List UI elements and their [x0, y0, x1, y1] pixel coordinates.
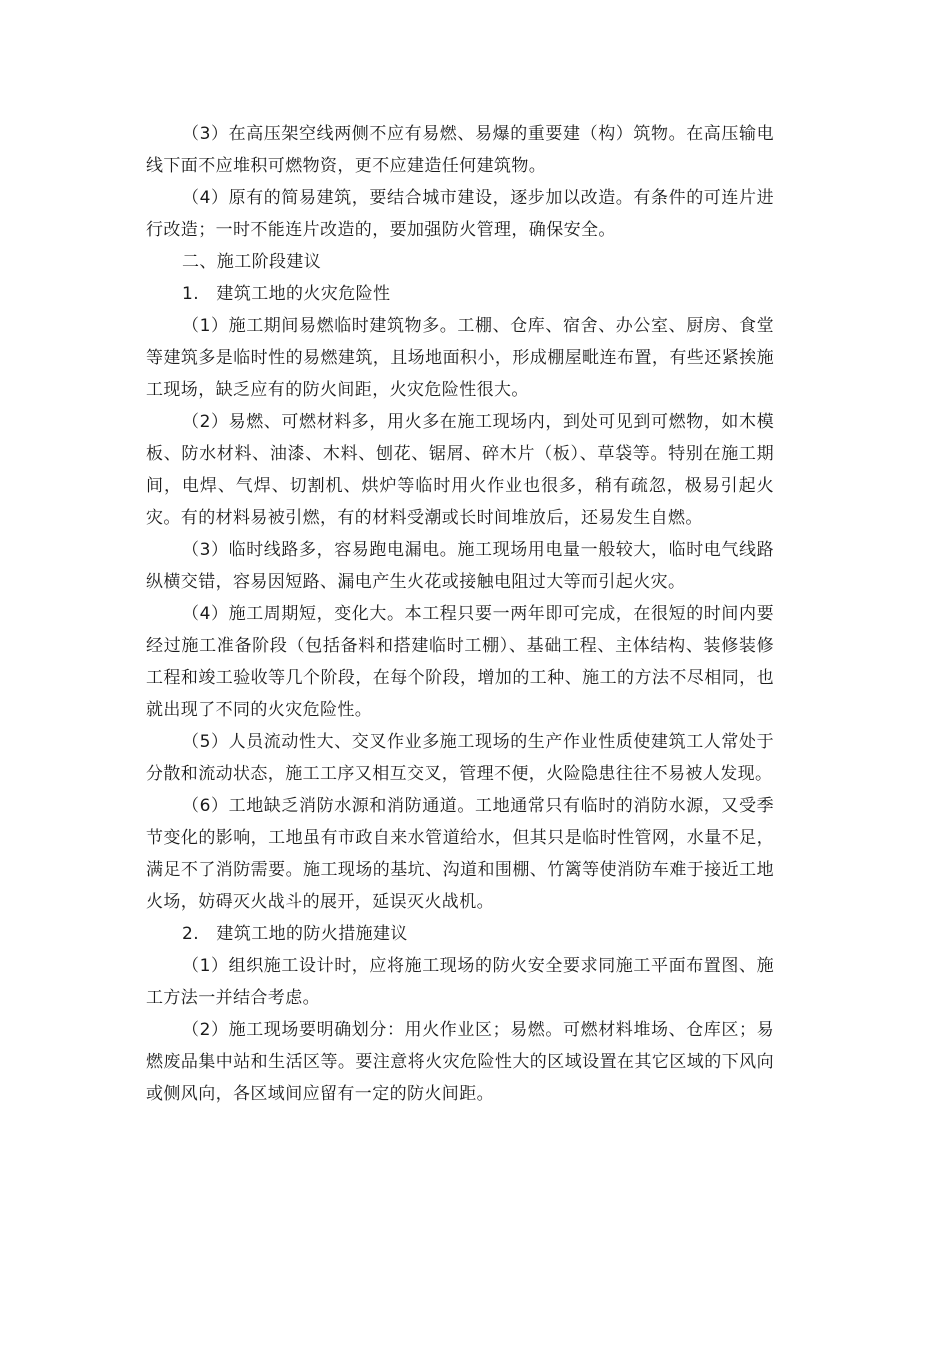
subsection-heading-fire-hazard: 1. 建筑工地的火灾危险性 [182, 284, 391, 304]
paragraph-water-source: （6）工地缺乏消防水源和消防通道。工地通常只有临时的消防水源，又受季节变化的影响，工地虽有市政自来水管道给水，但其只是临时性管网，水量不足，满足不了消防需要。施工现场的基坑、沟道和围棚、竹篱等使消防车难于接近工地火场，妨碍灭火战斗的展开，延误灭火战机。 [146, 796, 774, 912]
paragraph-zone-division: （2）施工现场要明确划分：用火作业区；易燃。可燃材料堆场、仓库区；易燃废品集中站和生活区等。要注意将火灾危险性大的区域设置在其它区域的下风向或侧风向，各区域间应留有一定的防火间距。 [146, 1020, 774, 1104]
paragraph-personnel-mobility: （5）人员流动性大、交叉作业多施工现场的生产作业性质使建筑工人常处于分散和流动状态，施工工序又相互交叉，管理不便，火险隐患往往不易被人发现。 [146, 732, 774, 784]
subsection-heading-fire-prevention: 2. 建筑工地的防火措施建议 [182, 924, 408, 944]
paragraph-short-cycle: （4）施工周期短，变化大。本工程只要一两年即可完成，在很短的时间内要经过施工准备阶段（包括备料和搭建临时工棚）、基础工程、主体结构、装修装修工程和竣工验收等几个阶段，在每个阶段，增加的工种、施工的方法不尽相同，也就出现了不同的火灾危险性。 [146, 604, 774, 720]
paragraph-simple-buildings: （4）原有的简易建筑，要结合城市建设，逐步加以改造。有条件的可连片进行改造；一时不能连片改造的，要加强防火管理，确保安全。 [146, 188, 774, 240]
paragraph-construction-design: （1）组织施工设计时，应将施工现场的防火安全要求同施工平面布置图、施工方法一并结合考虑。 [146, 956, 774, 1008]
section-heading-construction-stage: 二、施工阶段建议 [182, 252, 322, 272]
document-body [146, 118, 774, 1110]
paragraph-flammable-materials: （2）易燃、可燃材料多，用火多在施工现场内，到处可见到可燃物，如木模板、防水材料、油漆、木料、刨花、锯屑、碎木片（板）、草袋等。特别在施工期间，电焊、气焊、切割机、烘炉等临时用火作业也很多，稍有疏忽，极易引起火灾。有的材料易被引燃，有的材料受潮或长时间堆放后，还易发生自燃。 [146, 412, 774, 528]
paragraph-temporary-buildings: （1）施工期间易燃临时建筑物多。工棚、仓库、宿舍、办公室、厨房、食堂等建筑多是临时性的易燃建筑，且场地面积小，形成棚屋毗连布置，有些还紧挨施工现场，缺乏应有的防火间距，火灾危险性很大。 [146, 316, 774, 400]
paragraph-temporary-wiring: （3）临时线路多，容易跑电漏电。施工现场用电量一般较大，临时电气线路纵横交错，容易因短路、漏电产生火花或接触电阻过大等而引起火灾。 [146, 540, 774, 592]
paragraph-high-voltage-line: （3）在高压架空线两侧不应有易燃、易爆的重要建（构）筑物。在高压输电线下面不应堆积可燃物资，更不应建造任何建筑物。 [146, 124, 774, 176]
